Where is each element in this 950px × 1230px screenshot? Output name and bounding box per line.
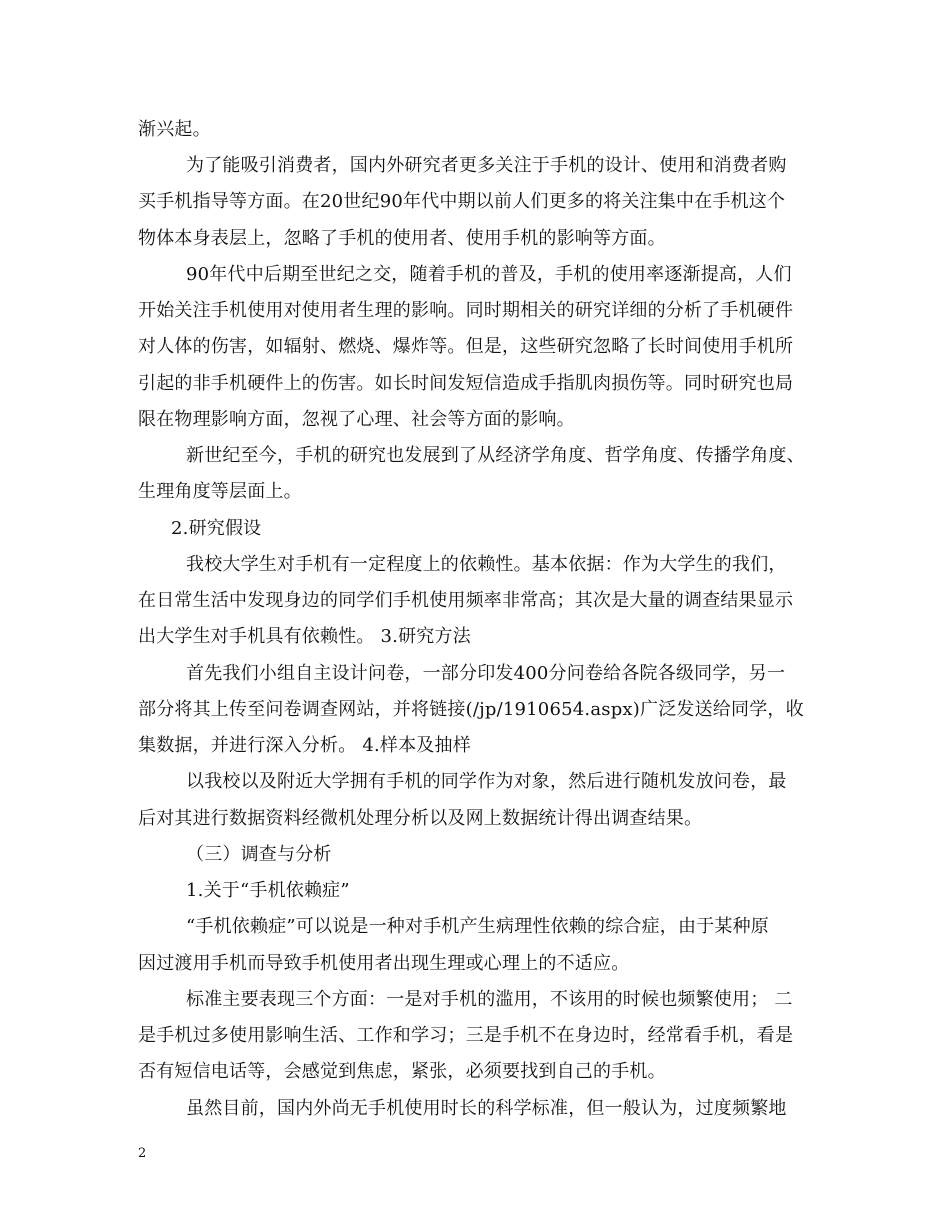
paragraph-line: 限在物理影响方面，忽视了心理、社会等方面的影响。 xyxy=(138,409,575,430)
paragraph-line: 我校大学生对手机有一定程度上的依赖性。基本依据：作为大学生的我们， xyxy=(186,554,787,575)
paragraph-line: 开始关注手机使用对使用者生理的影响。同时期相关的研究详细的分析了手机硬件 xyxy=(138,300,794,321)
paragraph-line: 集数据，并进行深入分析。 4.样本及抽样 xyxy=(138,735,471,756)
paragraph-line: 在日常生活中发现身边的同学们手机使用频率非常高；其次是大量的调查结果显示 xyxy=(138,590,794,611)
paragraph-line: 对人体的伤害，如辐射、燃烧、爆炸等。但是，这些研究忽略了长时间使用手机所 xyxy=(138,336,794,357)
paragraph-line: 为了能吸引消费者，国内外研究者更多关注于手机的设计、使用和消费者购 xyxy=(186,155,787,176)
section-heading: （三）调查与分析 xyxy=(186,844,332,865)
paragraph-line: 渐兴起。 xyxy=(138,119,211,140)
paragraph-line: 部分将其上传至问卷调查网站，并将链接(/jp/1910654.aspx)广泛发送给同学，收 xyxy=(138,699,804,720)
paragraph-line: “手机依赖症”可以说是一种对手机产生病理性依赖的综合症，由于某种原 xyxy=(186,916,770,937)
paragraph-line: 首先我们小组自主设计问卷，一部分印发400分问卷给各院各级同学，另一 xyxy=(186,663,786,684)
paragraph-line: 是手机过多使用影响生活、工作和学习；三是手机不在身边时，经常看手机，看是 xyxy=(138,1025,794,1046)
paragraph-line: 引起的非手机硬件上的伤害。如长时间发短信造成手指肌肉损伤等。同时研究也局 xyxy=(138,373,794,394)
section-heading: 2.研究假设 xyxy=(171,518,262,539)
paragraph-line: 出大学生对手机具有依赖性。 3.研究方法 xyxy=(138,626,471,647)
paragraph-line: 物体本身表层上，忽略了手机的使用者、使用手机的影响等方面。 xyxy=(138,228,666,249)
paragraph-line: 否有短信电话等，会感觉到焦虑，紧张，必须要找到自己的手机。 xyxy=(138,1061,666,1082)
paragraph-line: 因过渡用手机而导致手机使用者出现生理或心理上的不适应。 xyxy=(138,953,630,974)
page-number: 2 xyxy=(138,1146,147,1161)
paragraph-line: 买手机指导等方面。在20世纪90年代中期以前人们更多的将关注集中在手机这个 xyxy=(138,191,786,212)
paragraph-line: 90年代中后期至世纪之交，随着手机的普及，手机的使用率逐渐提高，人们 xyxy=(186,264,792,285)
section-heading: 1.关于“手机依赖症” xyxy=(186,880,350,901)
paragraph-line: 虽然目前，国内外尚无手机使用时长的科学标准，但一般认为，过度频繁地 xyxy=(186,1098,787,1119)
paragraph-line: 生理角度等层面上。 xyxy=(138,481,302,502)
paragraph-line: 标准主要表现三个方面：一是对手机的滥用，不该用的时候也频繁使用； 二 xyxy=(186,989,793,1010)
paragraph-line: 后对其进行数据资料经微机处理分析以及网上数据统计得出调查结果。 xyxy=(138,808,703,829)
paragraph-line: 以我校以及附近大学拥有手机的同学作为对象，然后进行随机发放问卷，最 xyxy=(186,771,787,792)
paragraph-line: 新世纪至今，手机的研究也发展到了从经济学角度、哲学角度、传播学角度、 xyxy=(186,445,805,466)
